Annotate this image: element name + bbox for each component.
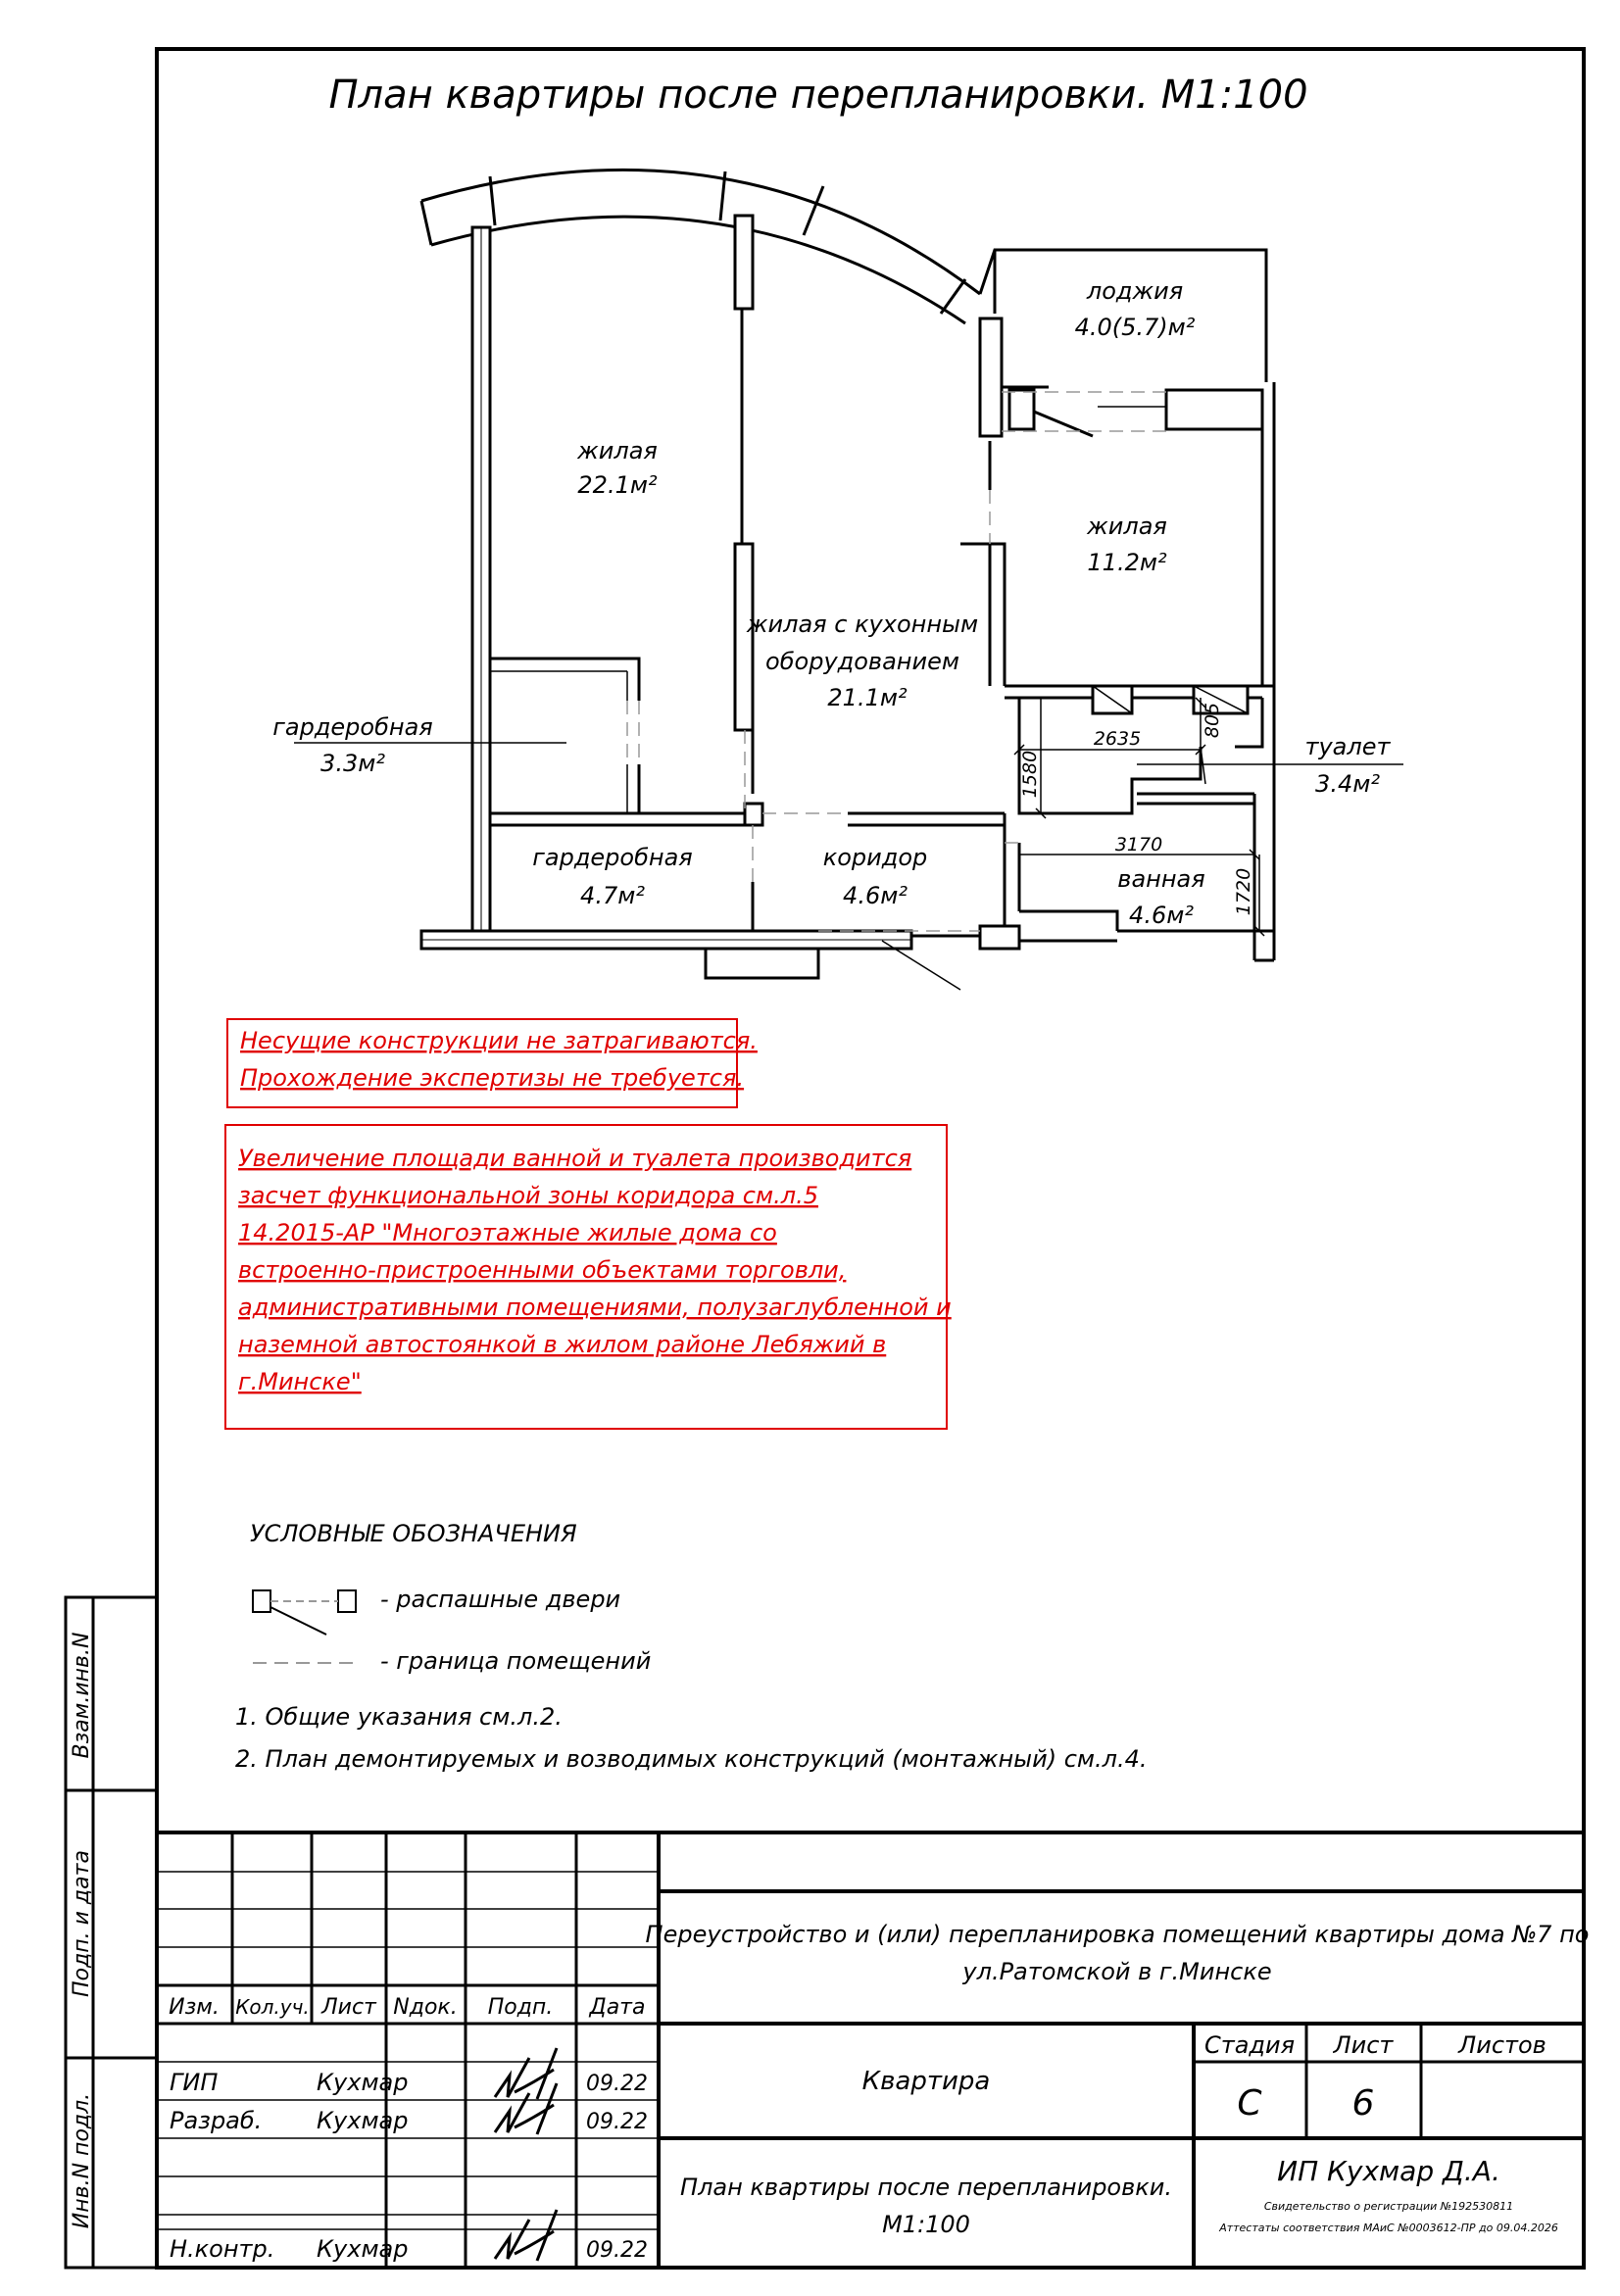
note-2-line-7: г.Минске" (238, 1368, 362, 1395)
sheet-label: Лист (1333, 2031, 1394, 2059)
dim-1720: 1720 (1233, 867, 1254, 916)
hdr-podp: Подп. (487, 1995, 554, 2020)
room-loggia-name: лоджия (1086, 277, 1184, 305)
room-kitchen-name: жилая с кухонным (746, 611, 979, 638)
room-wardrobe2-name: гардеробная (532, 844, 693, 871)
hdr-list: Лист (321, 1995, 376, 2020)
sheet-title-2: М1:100 (882, 2211, 970, 2238)
hdr-kol: Кол.уч. (235, 1995, 310, 2019)
note-1-line-1: Несущие конструкции не затрагиваются. (240, 1027, 758, 1054)
note-1 (240, 1027, 758, 1092)
side-vzam: Взам.инв.N (70, 1632, 94, 1759)
hdr-izm: Изм. (169, 1995, 220, 2020)
stage-value: С (1237, 2083, 1262, 2124)
stamp-headers (169, 1995, 645, 2020)
side-podp: Подп. и дата (70, 1850, 94, 1997)
legend-doors: - распашные двери (380, 1586, 621, 1613)
room-labels (272, 277, 1391, 929)
row-3-date: 09.22 (586, 2238, 648, 2263)
plan-title: План квартиры после перепланировки. М1:100 (328, 73, 1308, 118)
row-1-role: ГИП (170, 2069, 219, 2096)
row-2-date: 09.22 (586, 2110, 648, 2134)
note-2-line-5: административными помещениями, полузаглубленной и (238, 1294, 952, 1321)
room-corridor-name: коридор (822, 844, 928, 871)
note-2-line-2: засчет функциональной зоны коридора см.л.5 (238, 1182, 818, 1209)
row-1-name: Кухмар (317, 2069, 409, 2096)
sheet-title-1: План квартиры после перепланировки. (680, 2174, 1172, 2201)
general-note-2: 2. План демонтируемых и возводимых конструкций (монтажный) см.л.4. (235, 1745, 1148, 1773)
cert-1: Свидетельство о регистрации №192530811 (1263, 2200, 1514, 2213)
dim-2635: 2635 (1093, 728, 1142, 750)
room-corridor-area: 4.6м² (843, 882, 908, 909)
room-bath-area: 4.6м² (1129, 902, 1194, 929)
dim-805: 805 (1202, 702, 1223, 739)
row-2-role: Разраб. (170, 2107, 263, 2134)
row-3-name: Кухмар (317, 2235, 409, 2263)
project-line-2: ул.Ратомской в г.Минске (962, 1958, 1272, 1985)
signature-2 (495, 2083, 557, 2134)
side-inv: Инв.N подл. (70, 2092, 94, 2229)
signature-3 (495, 2210, 557, 2261)
room-toilet-name: туалет (1304, 733, 1391, 760)
note-2-line-4: встроенно-пристроенными объектами торговли, (238, 1256, 847, 1284)
hdr-ndok: Nдок. (393, 1995, 458, 2020)
hdr-data: Дата (589, 1995, 646, 2020)
room-living1-area: 22.1м² (577, 471, 658, 499)
stage-label: Стадия (1203, 2031, 1296, 2059)
room-kitchen-area: 21.1м² (827, 684, 908, 711)
door-symbol-icon (253, 1590, 356, 1635)
company-name: ИП Кухмар Д.А. (1277, 2155, 1500, 2187)
legend-border: - граница помещений (380, 1647, 652, 1675)
room-living2-name: жилая (1087, 513, 1167, 540)
row-1-date: 09.22 (586, 2072, 648, 2096)
legend-title: УСЛОВНЫЕ ОБОЗНАЧЕНИЯ (250, 1520, 577, 1547)
object-name: Квартира (861, 2067, 991, 2096)
room-bath-name: ванная (1117, 865, 1205, 893)
row-2-name: Кухмар (317, 2107, 409, 2134)
sheets-label: Листов (1458, 2031, 1546, 2059)
dim-1580: 1580 (1019, 750, 1041, 799)
note-2 (238, 1145, 952, 1395)
cert-2: Аттестаты соответствия МАиС №0003612-ПР до 09.04.2026 (1219, 2222, 1558, 2234)
note-2-line-3: 14.2015-АР "Многоэтажные жилые дома со (238, 1219, 777, 1246)
note-2-line-1: Увеличение площади ванной и туалета производится (238, 1145, 912, 1172)
signature-1 (495, 2048, 557, 2099)
dim-3170: 3170 (1114, 834, 1163, 855)
row-3-role: Н.контр. (170, 2235, 275, 2263)
room-loggia-area: 4.0(5.7)м² (1074, 314, 1196, 341)
room-wardrobe2-area: 4.7м² (580, 882, 645, 909)
note-1-line-2: Прохождение экспертизы не требуется. (240, 1064, 745, 1092)
stamp-titles (646, 1921, 1590, 2238)
room-living1-name: жилая (577, 437, 658, 464)
note-2-line-6: наземной автостоянкой в жилом районе Лебяжий в (238, 1331, 887, 1358)
general-note-1: 1. Общие указания см.л.2. (235, 1703, 563, 1731)
room-living2-area: 11.2м² (1087, 549, 1167, 576)
room-toilet-area: 3.4м² (1315, 770, 1380, 798)
room-wardrobe1-name: гардеробная (272, 713, 433, 741)
sheet-value: 6 (1351, 2083, 1375, 2124)
room-kitchen-name2: оборудованием (765, 648, 959, 675)
room-wardrobe1-area: 3.3м² (320, 750, 385, 777)
project-line-1: Переустройство и (или) перепланировка помещений квартиры дома №7 по (645, 1921, 1590, 1948)
